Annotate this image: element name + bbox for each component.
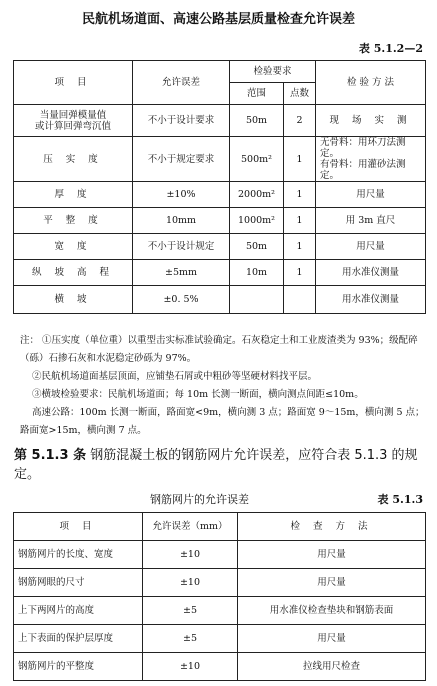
clause-5-1-3: [14, 446, 429, 484]
row-scope: 2000m²: [230, 182, 284, 208]
row-tolerance: 不小于设计要求: [133, 105, 230, 137]
t2-row-item: 上下表面的保护层厚度: [14, 625, 143, 653]
t2-row-method: 用尺量: [238, 541, 426, 569]
t2-row-tolerance: ±10: [143, 569, 238, 597]
row-method: 用尺量: [316, 182, 426, 208]
table-row: [14, 541, 426, 569]
row-item: 厚 度: [14, 182, 133, 208]
row-method: 无骨料：用环刀法测定。 有骨料：用灌砂法测定。: [316, 137, 426, 182]
row-scope: 1000m²: [230, 208, 284, 234]
header-inspect: 检验要求: [230, 61, 316, 83]
row-scope: 50m: [230, 105, 284, 137]
row-scope: 50m: [230, 234, 284, 260]
row-tolerance: 不小于设计规定: [133, 234, 230, 260]
t2-row-item: 钢筋网片的长度、宽度: [14, 541, 143, 569]
row-scope: 10m: [230, 260, 284, 286]
row-method: 现 场 实 测: [316, 105, 426, 137]
note-3: ③横坡检验要求：民航机场道面；每 10m 长测一断面，横向测点间距≤10m。: [32, 389, 364, 400]
table-row: [14, 286, 426, 314]
t2-header-item: 项 目: [14, 513, 143, 541]
header-item: 项 目: [14, 61, 133, 105]
t2-row-method: 用水准仪检查垫块和钢筋表面: [238, 597, 426, 625]
t2-row-tolerance: ±10: [143, 541, 238, 569]
row-points: 1: [284, 182, 316, 208]
t2-row-item: 钢筋网眼的尺寸: [14, 569, 143, 597]
row-method: 用 3m 直尺: [316, 208, 426, 234]
row-item: 纵 坡 高 程: [14, 260, 133, 286]
table-row: [14, 137, 426, 182]
row-tolerance: ±5mm: [133, 260, 230, 286]
row-points: 1: [284, 208, 316, 234]
t2-row-tolerance: ±10: [143, 653, 238, 681]
row-scope: 500m²: [230, 137, 284, 182]
table-row: [14, 569, 426, 597]
row-item: 当量回弹模量值 或计算回弹弯沉值: [14, 105, 133, 137]
note-2: ②民航机场道面基层顶面，应铺垫石屑或中粗砂等坚硬材料找平层。: [32, 371, 318, 382]
row-points: 1: [284, 234, 316, 260]
note-4: 高速公路：100m 长测一断面，路面宽<9m，横向测 3 点；路面宽 9～15m，横向测 5 点；路面宽>15m，横向测 7 点。: [20, 407, 425, 436]
row-tolerance: ±10%: [133, 182, 230, 208]
t2-row-tolerance: ±5: [143, 625, 238, 653]
table-row: [14, 653, 426, 681]
row-tolerance: 10mm: [133, 208, 230, 234]
table-row: [14, 597, 426, 625]
row-item: 横 坡: [14, 286, 133, 314]
notes: [20, 332, 425, 440]
row-points: 2: [284, 105, 316, 137]
t2-row-item: 上下两网片的高度: [14, 597, 143, 625]
table-row: [14, 625, 426, 653]
table2-number: 表 5.1.3: [377, 493, 423, 506]
header-tolerance: 允许误差: [133, 61, 230, 105]
t2-header-tolerance: 允许误差（mm）: [143, 513, 238, 541]
row-item: 平 整 度: [14, 208, 133, 234]
row-method: 用水准仪测量: [316, 260, 426, 286]
row-scope: [230, 286, 284, 314]
table-row: [14, 208, 426, 234]
table-row: [14, 234, 426, 260]
row-method: 用尺量: [316, 234, 426, 260]
table2: [13, 512, 426, 681]
row-item: 宽 度: [14, 234, 133, 260]
row-tolerance: ±0. 5%: [133, 286, 230, 314]
t2-row-item: 钢筋网片的平整度: [14, 653, 143, 681]
header-method: 检 验 方 法: [316, 61, 426, 105]
row-points: 1: [284, 137, 316, 182]
table1: [13, 60, 426, 314]
header-scope: 范围: [230, 83, 284, 105]
table-row: [14, 182, 426, 208]
table-row: [14, 105, 426, 137]
t2-row-method: 用尺量: [238, 569, 426, 597]
clause-number: 第 5.1.3 条: [14, 448, 87, 463]
t2-row-tolerance: ±5: [143, 597, 238, 625]
row-item: 压 实 度: [14, 137, 133, 182]
t2-row-method: 用尺量: [238, 625, 426, 653]
note-1: 注： ①压实度（单位重）以重型击实标准试验确定。石灰稳定土和工业废渣类为 93%；级配碎（砾）石掺石灰和水泥稳定砂砾为 97%。: [20, 335, 418, 364]
row-tolerance: 不小于规定要求: [133, 137, 230, 182]
row-points: 1: [284, 260, 316, 286]
header-points: 点数: [284, 83, 316, 105]
table1-number: 表 5.1.2—2: [358, 42, 423, 55]
t2-header-method: 检 查 方 法: [238, 513, 426, 541]
clause-text: 钢筋混凝土板的钢筋网片允许误差，应符合表 5.1.3 的规定。: [14, 448, 418, 482]
table-row: [14, 260, 426, 286]
row-method: 用水准仪测量: [316, 286, 426, 314]
table2-title: 钢筋网片的允许误差: [150, 493, 249, 506]
t2-row-method: 拉线用尺检查: [238, 653, 426, 681]
table1-title: 民航机场道面、高速公路基层质量检查允许误差: [81, 12, 355, 27]
row-points: [284, 286, 316, 314]
